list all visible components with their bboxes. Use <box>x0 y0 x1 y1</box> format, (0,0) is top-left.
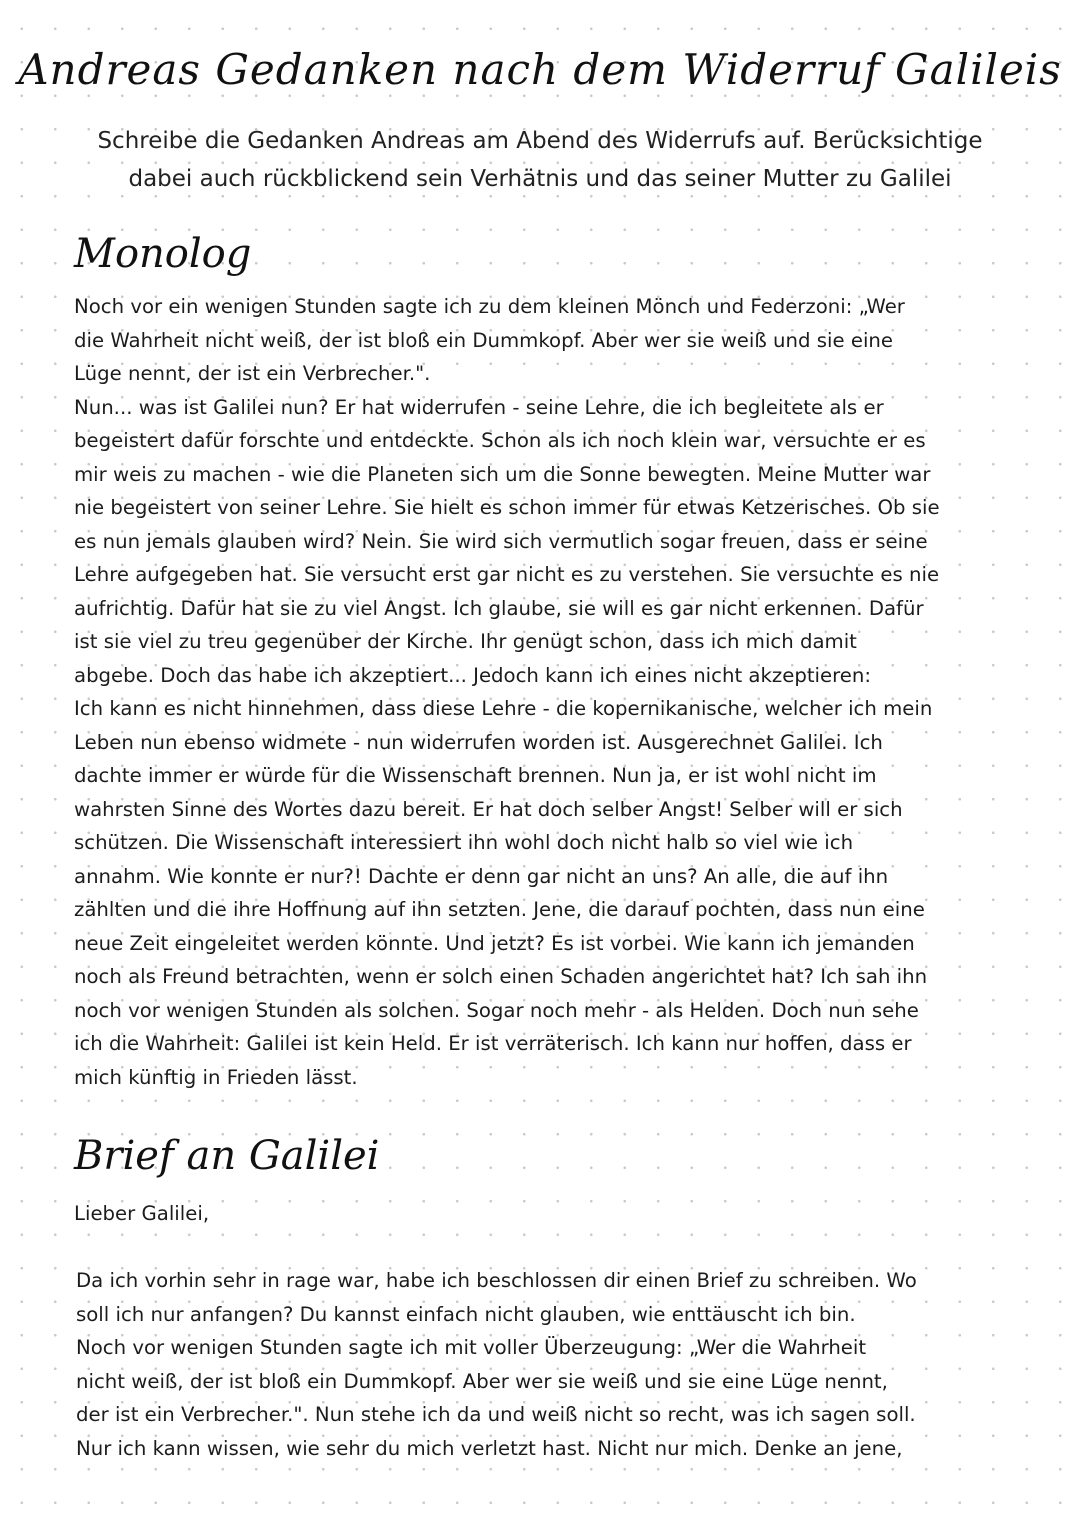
monolog-line: begeistert dafür forschte und entdeckte. Schon als ich noch klein war, versuchte er es <box>74 429 926 452</box>
letter-line: Noch vor wenigen Stunden sagte ich mit voller Überzeugung: „Wer die Wahrheit <box>76 1336 867 1359</box>
monolog-line: Lehre aufgegeben hat. Sie versucht erst gar nicht es zu verstehen. Sie versuchte es nie <box>74 563 940 586</box>
monolog-heading: Monolog <box>74 231 252 277</box>
monolog-line: ist sie viel zu treu gegenüber der Kirche. Ihr genügt schon, dass ich mich damit <box>74 630 857 653</box>
monolog-line: nie begeistert von seiner Lehre. Sie hielt es schon immer für etwas Ketzerisches. Ob sie <box>74 496 940 519</box>
monolog-line: die Wahrheit nicht weiß, der ist bloß ein Dummkopf. Aber wer sie weiß und sie eine <box>74 328 894 352</box>
letter-salutation: Lieber Galilei, <box>74 1202 210 1225</box>
monolog-line: Noch vor ein wenigen Stunden sagte ich zu dem kleinen Mönch und Federzoni: „Wer <box>74 295 905 318</box>
monolog-line: Nun... was ist Galilei nun? Er hat widerrufen - seine Lehre, die ich begleitete als er <box>74 395 884 419</box>
monolog-line: ich die Wahrheit: Galilei ist kein Held. Er ist verräterisch. Ich kann nur hoffen, dass er <box>74 1032 912 1055</box>
page-title: Andreas Gedanken nach dem Widerruf Galileis <box>18 45 1062 94</box>
monolog-line: noch als Freund betrachten, wenn er solch einen Schaden angerichtet hat? Ich sah ihn <box>74 965 928 988</box>
monolog-line: annahm. Wie konnte er nur?! Dachte er denn gar nicht an uns? An alle, die auf ihn <box>74 864 889 888</box>
instructions-line: Schreibe die Gedanken Andreas am Abend des Widerrufs auf. Berücksichtige <box>97 128 983 154</box>
monolog-line: mir weis zu machen - wie die Planeten sich um die Sonne bewegten. Meine Mutter war <box>74 462 931 486</box>
monolog-line: mich künftig in Frieden lässt. <box>74 1065 358 1089</box>
monolog-line: Ich kann es nicht hinnehmen, dass diese Lehre - die kopernikanische, welcher ich mein <box>74 697 933 720</box>
letter-line: Nur ich kann wissen, wie sehr du mich verletzt hast. Nicht nur mich. Denke an jene, <box>76 1436 903 1460</box>
monolog-line: noch vor wenigen Stunden als solchen. Sogar noch mehr - als Helden. Doch nun sehe <box>74 998 919 1022</box>
monolog-line: abgebe. Doch das habe ich akzeptiert... Jedoch kann ich eines nicht akzeptieren: <box>74 663 872 687</box>
monolog-line: zählten und die ihre Hoffnung auf ihn setzten. Jene, die darauf pochten, dass nun eine <box>74 898 925 921</box>
monolog-line: Leben nun ebenso widmete - nun widerrufen worden ist. Ausgerechnet Galilei. Ich <box>74 730 883 754</box>
brief-heading: Brief an Galilei <box>74 1133 380 1179</box>
monolog-text <box>74 290 1034 1094</box>
monolog-line: wahrsten Sinne des Wortes dazu bereit. Er hat doch selber Angst! Selber will er sich <box>74 797 903 821</box>
letter-line: Da ich vorhin sehr in rage war, habe ich beschlossen dir einen Brief zu schreiben. Wo <box>76 1269 917 1292</box>
monolog-line: aufrichtig. Dafür hat sie zu viel Angst. Ich glaube, sie will es gar nicht erkennen. Dafür <box>74 596 924 620</box>
letter-text <box>76 1264 1036 1465</box>
monolog-line: Lüge nennt, der ist ein Verbrecher.". <box>74 362 431 385</box>
monolog-line: neue Zeit eingeleitet werden könnte. Und jetzt? Es ist vorbei. Wie kann ich jemanden <box>74 931 915 955</box>
letter-line: soll ich nur anfangen? Du kannst einfach nicht glauben, wie enttäuscht ich bin. <box>76 1302 856 1326</box>
letter-line: nicht weiß, der ist bloß ein Dummkopf. Aber wer sie weiß und sie eine Lüge nennt, <box>76 1369 888 1393</box>
letter-line: der ist ein Verbrecher.". Nun stehe ich da und weiß nicht so recht, was ich sagen soll. <box>76 1403 916 1426</box>
monolog-line: dachte immer er würde für die Wissenschaft brennen. Nun ja, er ist wohl nicht im <box>74 764 877 787</box>
monolog-line: es nun jemals glauben wird? Nein. Sie wird sich vermutlich sogar freuen, dass er seine <box>74 529 928 553</box>
instructions <box>40 122 1040 198</box>
monolog-line: schützen. Die Wissenschaft interessiert ihn wohl doch nicht halb so viel wie ich <box>74 831 854 854</box>
instructions-line: dabei auch rückblickend sein Verhätnis und das seiner Mutter zu Galilei <box>128 166 952 192</box>
